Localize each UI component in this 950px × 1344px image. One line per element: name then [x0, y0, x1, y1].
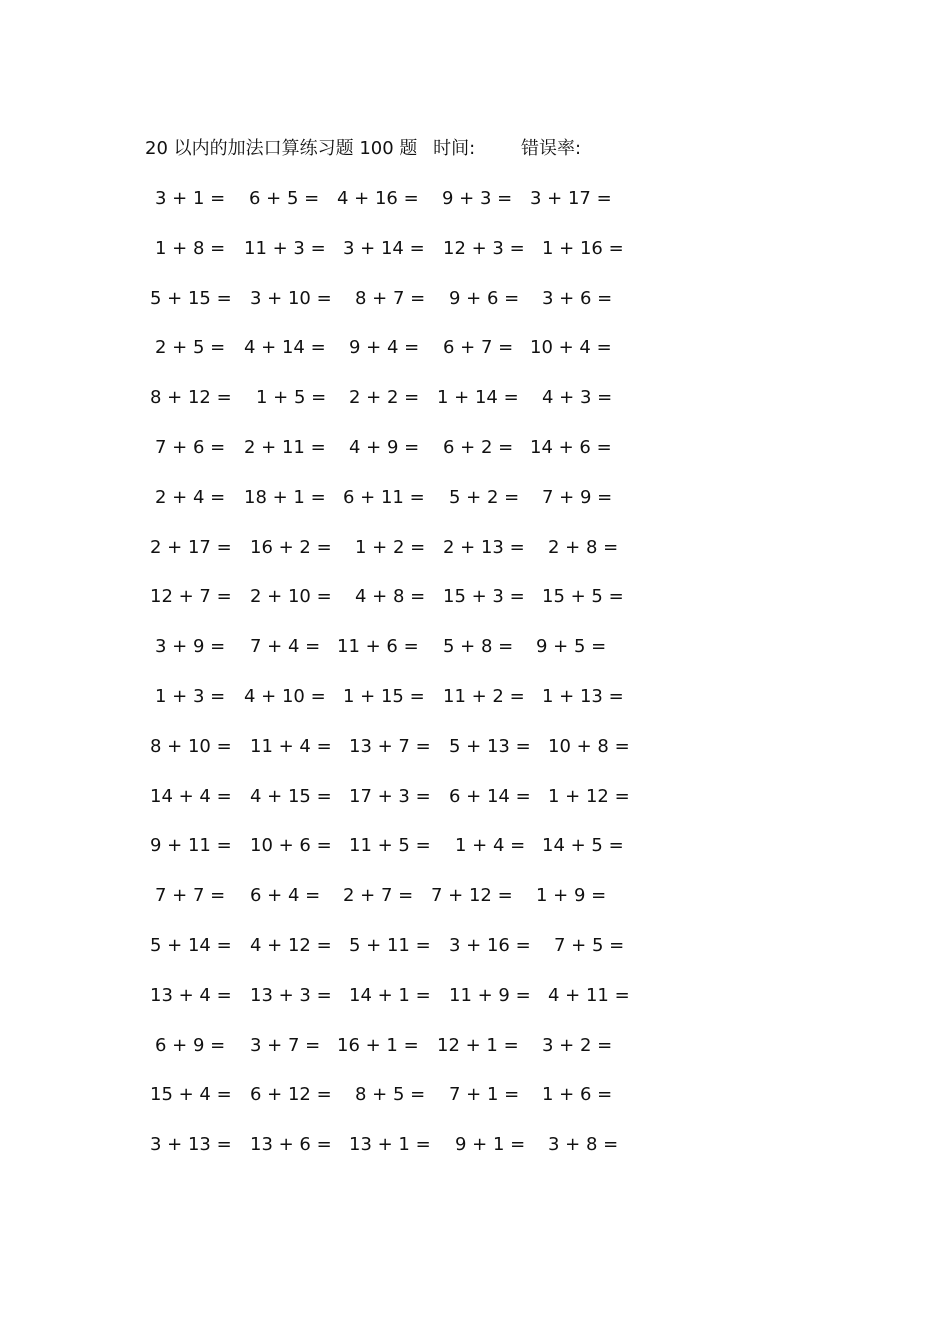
- problem-cell: 2 + 4 =: [155, 487, 226, 508]
- problem-cell: 14 + 4 =: [150, 786, 232, 807]
- problem-cell: 16 + 2 =: [250, 537, 332, 558]
- problem-cell: 4 + 9 =: [349, 437, 420, 458]
- problem-cell: 6 + 12 =: [250, 1084, 332, 1105]
- problem-cell: 7 + 4 =: [250, 636, 321, 657]
- problem-cell: 9 + 11 =: [150, 835, 232, 856]
- problem-cell: 14 + 1 =: [349, 985, 431, 1006]
- problem-cell: 1 + 12 =: [548, 786, 630, 807]
- problem-cell: 4 + 10 =: [244, 686, 326, 707]
- problem-cell: 12 + 1 =: [437, 1035, 519, 1056]
- problem-cell: 8 + 12 =: [150, 387, 232, 408]
- problem-cell: 4 + 16 =: [337, 188, 419, 209]
- problem-cell: 1 + 9 =: [536, 885, 607, 906]
- worksheet-header: [145, 136, 581, 162]
- problem-cell: 9 + 4 =: [349, 337, 420, 358]
- problem-cell: 3 + 14 =: [343, 238, 425, 259]
- problem-cell: 2 + 13 =: [443, 537, 525, 558]
- problem-cell: 4 + 11 =: [548, 985, 630, 1006]
- problem-cell: 3 + 1 =: [155, 188, 226, 209]
- problem-cell: 5 + 15 =: [150, 288, 232, 309]
- problem-cell: 11 + 3 =: [244, 238, 326, 259]
- problem-cell: 5 + 13 =: [449, 736, 531, 757]
- problem-cell: 1 + 4 =: [455, 835, 526, 856]
- time-label: 时间:: [433, 138, 476, 159]
- problem-cell: 1 + 13 =: [542, 686, 624, 707]
- problem-cell: 11 + 5 =: [349, 835, 431, 856]
- problem-cell: 13 + 6 =: [250, 1134, 332, 1155]
- problem-cell: 7 + 7 =: [155, 885, 226, 906]
- problem-cell: 2 + 2 =: [349, 387, 420, 408]
- problem-cell: 3 + 6 =: [542, 288, 613, 309]
- problem-cell: 17 + 3 =: [349, 786, 431, 807]
- problem-cell: 10 + 8 =: [548, 736, 630, 757]
- problem-cell: 6 + 11 =: [343, 487, 425, 508]
- problem-cell: 8 + 10 =: [150, 736, 232, 757]
- problem-cell: 12 + 7 =: [150, 586, 232, 607]
- problem-cell: 6 + 14 =: [449, 786, 531, 807]
- problem-cell: 1 + 8 =: [155, 238, 226, 259]
- problem-cell: 4 + 15 =: [250, 786, 332, 807]
- problem-cell: 13 + 7 =: [349, 736, 431, 757]
- problem-cell: 11 + 4 =: [250, 736, 332, 757]
- problem-cell: 6 + 2 =: [443, 437, 514, 458]
- problem-cell: 3 + 10 =: [250, 288, 332, 309]
- problem-cell: 13 + 3 =: [250, 985, 332, 1006]
- problem-cell: 6 + 7 =: [443, 337, 514, 358]
- problem-cell: 8 + 7 =: [355, 288, 426, 309]
- problem-cell: 3 + 9 =: [155, 636, 226, 657]
- problem-cell: 1 + 14 =: [437, 387, 519, 408]
- problem-cell: 7 + 5 =: [554, 935, 625, 956]
- problem-cell: 1 + 16 =: [542, 238, 624, 259]
- problem-cell: 4 + 14 =: [244, 337, 326, 358]
- worksheet-title: 20 以内的加法口算练习题 100 题: [145, 138, 418, 159]
- problem-cell: 7 + 9 =: [542, 487, 613, 508]
- problem-cell: 9 + 6 =: [449, 288, 520, 309]
- problem-cell: 2 + 11 =: [244, 437, 326, 458]
- problem-cell: 6 + 9 =: [155, 1035, 226, 1056]
- problem-cell: 13 + 4 =: [150, 985, 232, 1006]
- problem-cell: 8 + 5 =: [355, 1084, 426, 1105]
- problem-cell: 12 + 3 =: [443, 238, 525, 259]
- problem-cell: 5 + 8 =: [443, 636, 514, 657]
- problem-cell: 5 + 2 =: [449, 487, 520, 508]
- problem-cell: 3 + 8 =: [548, 1134, 619, 1155]
- problem-cell: 1 + 2 =: [355, 537, 426, 558]
- problem-cell: 1 + 6 =: [542, 1084, 613, 1105]
- problem-cell: 9 + 3 =: [442, 188, 513, 209]
- problem-cell: 5 + 14 =: [150, 935, 232, 956]
- problem-cell: 3 + 16 =: [449, 935, 531, 956]
- problem-cell: 15 + 4 =: [150, 1084, 232, 1105]
- problem-cell: 7 + 1 =: [449, 1084, 520, 1105]
- problem-cell: 3 + 2 =: [542, 1035, 613, 1056]
- problem-cell: 3 + 17 =: [530, 188, 612, 209]
- problem-cell: 7 + 12 =: [431, 885, 513, 906]
- problem-cell: 10 + 6 =: [250, 835, 332, 856]
- problem-cell: 1 + 3 =: [155, 686, 226, 707]
- problem-cell: 15 + 5 =: [542, 586, 624, 607]
- problem-cell: 4 + 12 =: [250, 935, 332, 956]
- problem-cell: 2 + 8 =: [548, 537, 619, 558]
- problem-cell: 11 + 6 =: [337, 636, 419, 657]
- problem-cell: 13 + 1 =: [349, 1134, 431, 1155]
- problem-cell: 18 + 1 =: [244, 487, 326, 508]
- problem-cell: 2 + 17 =: [150, 537, 232, 558]
- problem-cell: 2 + 7 =: [343, 885, 414, 906]
- problem-cell: 6 + 4 =: [250, 885, 321, 906]
- problem-cell: 9 + 5 =: [536, 636, 607, 657]
- problem-cell: 15 + 3 =: [443, 586, 525, 607]
- problem-cell: 2 + 10 =: [250, 586, 332, 607]
- problem-cell: 16 + 1 =: [337, 1035, 419, 1056]
- problem-cell: 4 + 3 =: [542, 387, 613, 408]
- problem-cell: 14 + 5 =: [542, 835, 624, 856]
- error-rate-label: 错误率:: [520, 138, 582, 159]
- problem-cell: 4 + 8 =: [355, 586, 426, 607]
- problem-cell: 14 + 6 =: [530, 437, 612, 458]
- problem-cell: 9 + 1 =: [455, 1134, 526, 1155]
- problem-cell: 2 + 5 =: [155, 337, 226, 358]
- problem-cell: 3 + 13 =: [150, 1134, 232, 1155]
- problem-cell: 11 + 9 =: [449, 985, 531, 1006]
- problem-cell: 5 + 11 =: [349, 935, 431, 956]
- problem-cell: 6 + 5 =: [249, 188, 320, 209]
- problem-cell: 7 + 6 =: [155, 437, 226, 458]
- problem-cell: 1 + 15 =: [343, 686, 425, 707]
- problem-cell: 3 + 7 =: [250, 1035, 321, 1056]
- problem-cell: 1 + 5 =: [256, 387, 327, 408]
- problem-cell: 10 + 4 =: [530, 337, 612, 358]
- problem-cell: 11 + 2 =: [443, 686, 525, 707]
